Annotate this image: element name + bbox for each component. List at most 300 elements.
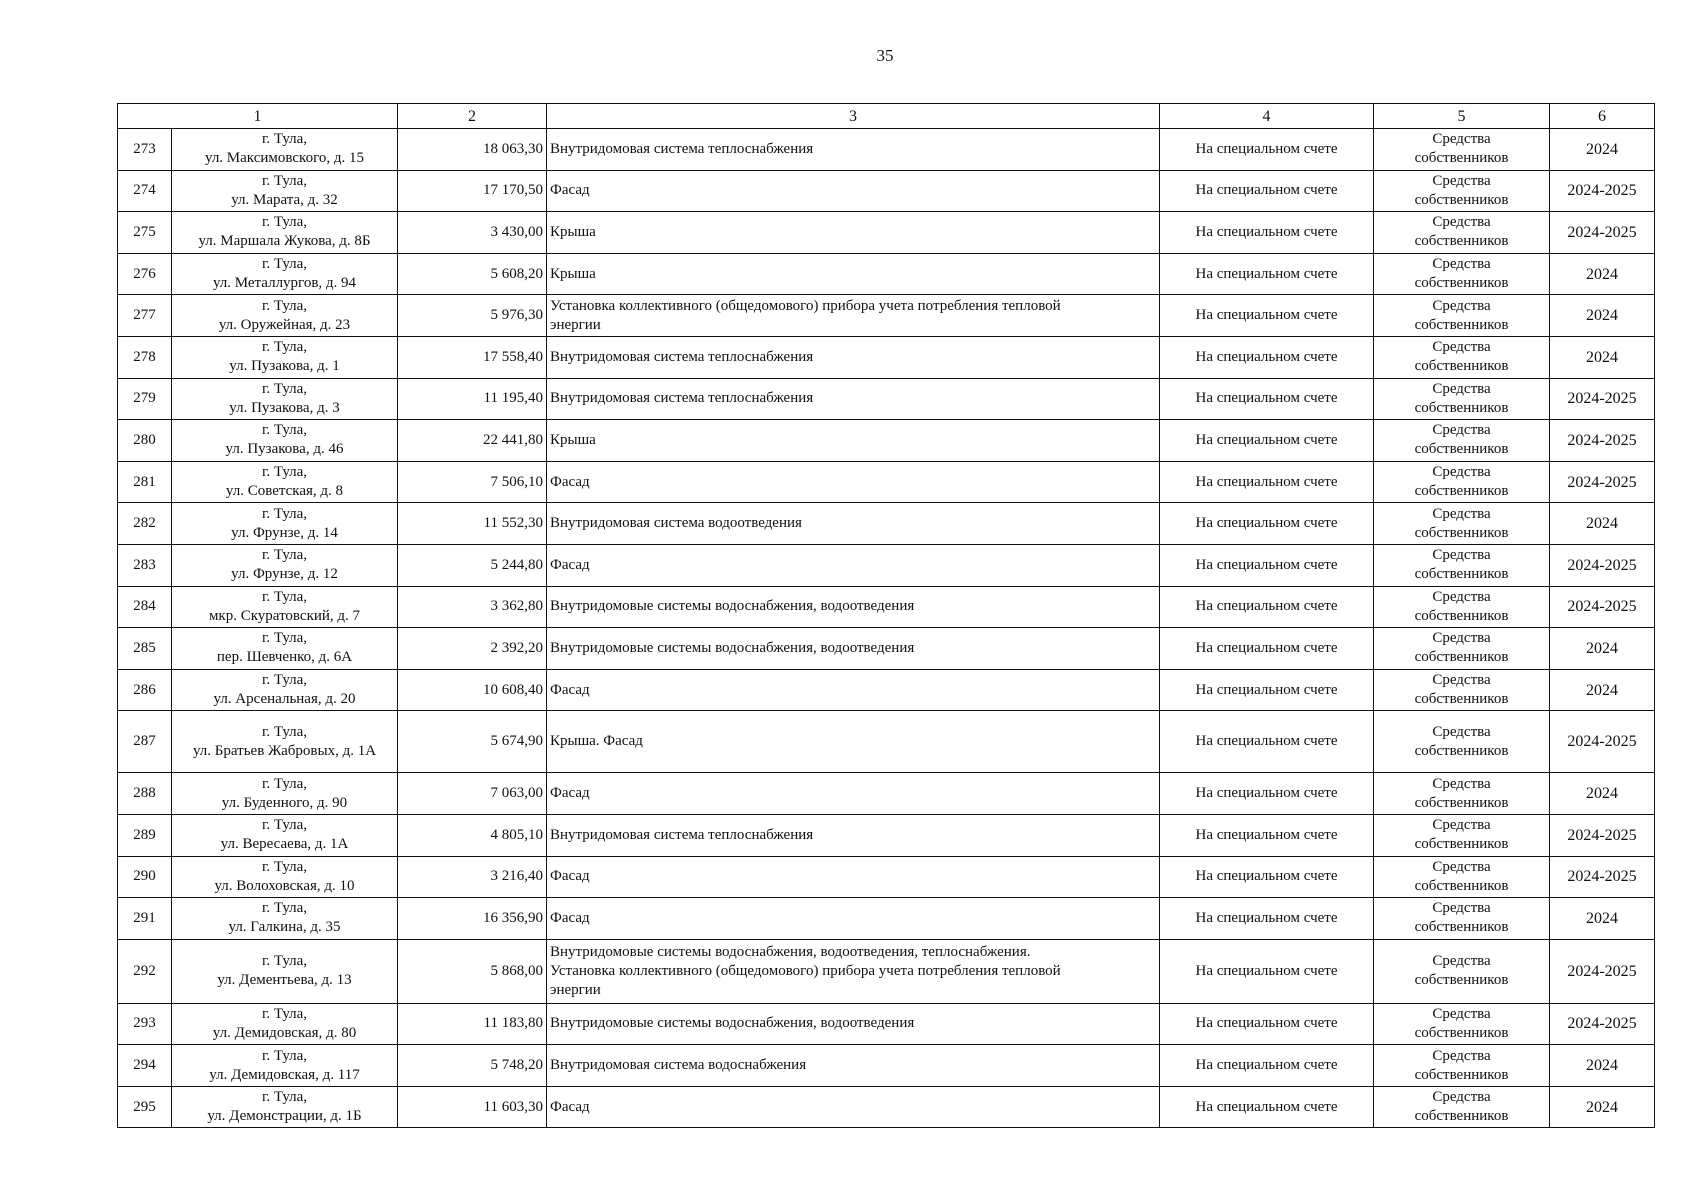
- funding-account-cell: На специальном счете: [1160, 378, 1374, 420]
- period-cell: 2024: [1550, 898, 1655, 940]
- address-city: г. Тула,: [261, 953, 308, 970]
- table-row: [118, 711, 1655, 773]
- address-street: ул. Арсенальная, д. 20: [213, 691, 356, 708]
- work-type-line: энергии: [550, 316, 601, 333]
- funding-account-cell: На специальном счете: [1160, 170, 1374, 212]
- address-street: пер. Шевченко, д. 6А: [216, 649, 353, 666]
- funding-account-cell: На специальном счете: [1160, 295, 1374, 337]
- row-number-cell: 287: [118, 711, 172, 773]
- funding-account-cell: На специальном счете: [1160, 129, 1374, 171]
- work-type-cell: [547, 1086, 1160, 1128]
- funding-account-cell: На специальном счете: [1160, 669, 1374, 711]
- address-city: г. Тула,: [261, 630, 308, 647]
- work-type-cell: [547, 898, 1160, 940]
- cost-cell: 17 170,50: [398, 170, 547, 212]
- table-row: [118, 544, 1655, 586]
- table-row: [118, 856, 1655, 898]
- address-city: г. Тула,: [261, 1089, 308, 1106]
- funding-source-line: Средства: [1432, 505, 1491, 522]
- funding-source-line: Средства: [1432, 588, 1491, 605]
- row-number-cell: 293: [118, 1003, 172, 1045]
- table-row: [118, 503, 1655, 545]
- address-street: ул. Фрунзе, д. 14: [231, 524, 338, 541]
- period-cell: 2024-2025: [1550, 856, 1655, 898]
- cost-cell: 5 244,80: [398, 544, 547, 586]
- cost-cell: 5 608,20: [398, 253, 547, 295]
- funding-source-cell: [1374, 336, 1550, 378]
- address-street: ул. Фрунзе, д. 12: [231, 566, 338, 583]
- work-type-line: Внутридомовая система теплоснабжения: [550, 348, 814, 365]
- work-type-cell: [547, 939, 1160, 1003]
- period-cell: 2024-2025: [1550, 420, 1655, 462]
- period-cell: 2024: [1550, 773, 1655, 815]
- table-body: [118, 129, 1655, 1128]
- column-header: 3: [547, 104, 1160, 129]
- address-cell: [172, 129, 398, 171]
- page-number: 35: [876, 46, 894, 65]
- work-type-line: Фасад: [550, 868, 590, 885]
- cost-cell: 4 805,10: [398, 814, 547, 856]
- address-cell: [172, 336, 398, 378]
- funding-account-cell: На специальном счете: [1160, 773, 1374, 815]
- table-row: [118, 898, 1655, 940]
- funding-source-cell: [1374, 253, 1550, 295]
- period-cell: 2024-2025: [1550, 212, 1655, 254]
- row-number-cell: 279: [118, 378, 172, 420]
- cost-cell: 5 674,90: [398, 711, 547, 773]
- funding-source-line: собственников: [1414, 1108, 1509, 1125]
- address-street: ул. Маршала Жукова, д. 8Б: [198, 233, 371, 250]
- funding-account-cell: На специальном счете: [1160, 1045, 1374, 1087]
- cost-cell: 11 603,30: [398, 1086, 547, 1128]
- row-number-cell: 294: [118, 1045, 172, 1087]
- funding-source-cell: [1374, 939, 1550, 1003]
- cost-cell: 3 430,00: [398, 212, 547, 254]
- column-header: 2: [398, 104, 547, 129]
- address-city: г. Тула,: [261, 214, 308, 231]
- work-type-cell: [547, 378, 1160, 420]
- cost-cell: 16 356,90: [398, 898, 547, 940]
- period-cell: 2024: [1550, 669, 1655, 711]
- work-type-line: Фасад: [550, 182, 590, 199]
- funding-account-cell: На специальном счете: [1160, 628, 1374, 670]
- work-type-cell: [547, 295, 1160, 337]
- funding-account-cell: На специальном счете: [1160, 503, 1374, 545]
- funding-source-line: собственников: [1414, 358, 1509, 375]
- work-type-cell: [547, 461, 1160, 503]
- address-street: ул. Максимовского, д. 15: [204, 150, 364, 167]
- address-street: мкр. Скуратовский, д. 7: [208, 607, 361, 624]
- address-cell: [172, 898, 398, 940]
- address-city: г. Тула,: [261, 900, 308, 917]
- period-cell: 2024-2025: [1550, 939, 1655, 1003]
- funding-source-line: Средства: [1432, 672, 1491, 689]
- table-row: [118, 773, 1655, 815]
- address-city: г. Тула,: [261, 297, 308, 314]
- funding-source-cell: [1374, 628, 1550, 670]
- funding-source-cell: [1374, 378, 1550, 420]
- funding-source-cell: [1374, 212, 1550, 254]
- address-cell: [172, 295, 398, 337]
- funding-account-cell: На специальном счете: [1160, 586, 1374, 628]
- address-city: г. Тула,: [261, 256, 308, 273]
- table-row: [118, 628, 1655, 670]
- period-cell: 2024-2025: [1550, 378, 1655, 420]
- cost-cell: 7 063,00: [398, 773, 547, 815]
- work-type-cell: [547, 856, 1160, 898]
- period-cell: 2024-2025: [1550, 814, 1655, 856]
- address-cell: [172, 461, 398, 503]
- row-number-cell: 275: [118, 212, 172, 254]
- funding-source-line: собственников: [1414, 649, 1509, 666]
- address-cell: [172, 586, 398, 628]
- funding-source-line: Средства: [1432, 422, 1491, 439]
- funding-source-line: собственников: [1414, 691, 1509, 708]
- work-type-line: Фасад: [550, 785, 590, 802]
- address-city: г. Тула,: [261, 723, 308, 740]
- funding-source-line: собственников: [1414, 919, 1509, 936]
- funding-source-cell: [1374, 586, 1550, 628]
- funding-source-line: собственников: [1414, 316, 1509, 333]
- address-cell: [172, 814, 398, 856]
- funding-source-line: собственников: [1414, 877, 1509, 894]
- funding-source-cell: [1374, 1086, 1550, 1128]
- period-cell: 2024: [1550, 1086, 1655, 1128]
- address-city: г. Тула,: [261, 131, 308, 148]
- period-cell: 2024: [1550, 336, 1655, 378]
- address-street: ул. Пузакова, д. 3: [229, 399, 340, 416]
- table-row: [118, 939, 1655, 1003]
- work-type-cell: [547, 628, 1160, 670]
- address-city: г. Тула,: [261, 817, 308, 834]
- period-cell: 2024-2025: [1550, 586, 1655, 628]
- funding-account-cell: На специальном счете: [1160, 1086, 1374, 1128]
- row-number-cell: 288: [118, 773, 172, 815]
- cost-cell: 17 558,40: [398, 336, 547, 378]
- funding-source-line: собственников: [1414, 1066, 1509, 1083]
- funding-source-line: собственников: [1414, 150, 1509, 167]
- table-row: [118, 129, 1655, 171]
- funding-source-cell: [1374, 814, 1550, 856]
- table-row: [118, 1045, 1655, 1087]
- funding-source-line: собственников: [1414, 399, 1509, 416]
- cost-cell: 5 748,20: [398, 1045, 547, 1087]
- address-cell: [172, 170, 398, 212]
- address-cell: [172, 1003, 398, 1045]
- address-street: ул. Братьев Жабровых, д. 1А: [192, 742, 377, 759]
- address-street: ул. Оружейная, д. 23: [218, 316, 351, 333]
- funding-source-line: собственников: [1414, 524, 1509, 541]
- work-type-line: Установка коллективного (общедомового) прибора учета потребления тепловой: [550, 962, 1061, 979]
- work-type-line: Фасад: [550, 556, 590, 573]
- table-row: [118, 295, 1655, 337]
- table-row: [118, 814, 1655, 856]
- cost-cell: 3 216,40: [398, 856, 547, 898]
- funding-account-cell: На специальном счете: [1160, 898, 1374, 940]
- address-street: ул. Марата, д. 32: [231, 191, 338, 208]
- row-number-cell: 295: [118, 1086, 172, 1128]
- address-city: г. Тула,: [261, 1005, 308, 1022]
- address-cell: [172, 1045, 398, 1087]
- period-cell: 2024: [1550, 503, 1655, 545]
- address-city: г. Тула,: [261, 775, 308, 792]
- row-number-cell: 292: [118, 939, 172, 1003]
- cost-cell: 11 195,40: [398, 378, 547, 420]
- table-row: [118, 586, 1655, 628]
- funding-account-cell: На специальном счете: [1160, 544, 1374, 586]
- table-row: [118, 420, 1655, 462]
- work-type-cell: [547, 129, 1160, 171]
- funding-source-cell: [1374, 295, 1550, 337]
- row-number-cell: 273: [118, 129, 172, 171]
- funding-source-line: собственников: [1414, 275, 1509, 292]
- work-type-line: Внутридомовая система теплоснабжения: [550, 390, 814, 407]
- cost-cell: 11 552,30: [398, 503, 547, 545]
- work-type-cell: [547, 586, 1160, 628]
- cost-cell: 7 506,10: [398, 461, 547, 503]
- table-row: [118, 378, 1655, 420]
- funding-source-line: Средства: [1432, 256, 1491, 273]
- row-number-cell: 284: [118, 586, 172, 628]
- row-number-cell: 276: [118, 253, 172, 295]
- address-city: г. Тула,: [261, 588, 308, 605]
- work-type-line: Внутридомовая система водоснабжения: [550, 1057, 807, 1074]
- funding-source-line: Средства: [1432, 630, 1491, 647]
- row-number-cell: 286: [118, 669, 172, 711]
- address-city: г. Тула,: [261, 422, 308, 439]
- work-type-cell: [547, 212, 1160, 254]
- funding-source-line: собственников: [1414, 794, 1509, 811]
- header-row: [118, 104, 1655, 129]
- funding-source-cell: [1374, 669, 1550, 711]
- work-type-cell: [547, 544, 1160, 586]
- funding-source-cell: [1374, 503, 1550, 545]
- funding-account-cell: На специальном счете: [1160, 420, 1374, 462]
- funding-source-cell: [1374, 420, 1550, 462]
- address-city: г. Тула,: [261, 172, 308, 189]
- row-number-cell: 274: [118, 170, 172, 212]
- address-cell: [172, 212, 398, 254]
- address-street: ул. Пузакова, д. 1: [229, 358, 340, 375]
- work-type-line: Внутридомовая система теплоснабжения: [550, 140, 814, 157]
- work-type-cell: [547, 336, 1160, 378]
- address-city: г. Тула,: [261, 1047, 308, 1064]
- period-cell: 2024: [1550, 1045, 1655, 1087]
- address-cell: [172, 711, 398, 773]
- work-type-cell: [547, 420, 1160, 462]
- row-number-cell: 277: [118, 295, 172, 337]
- funding-account-cell: На специальном счете: [1160, 711, 1374, 773]
- work-type-line: Фасад: [550, 473, 590, 490]
- funding-account-cell: На специальном счете: [1160, 253, 1374, 295]
- address-city: г. Тула,: [261, 505, 308, 522]
- work-type-line: Установка коллективного (общедомового) прибора учета потребления тепловой: [550, 297, 1061, 314]
- table-row: [118, 669, 1655, 711]
- work-type-line: Внутридомовая система теплоснабжения: [550, 826, 814, 843]
- funding-source-line: Средства: [1432, 817, 1491, 834]
- row-number-cell: 282: [118, 503, 172, 545]
- period-cell: 2024: [1550, 253, 1655, 295]
- funding-source-line: Средства: [1432, 1005, 1491, 1022]
- address-city: г. Тула,: [261, 339, 308, 356]
- funding-account-cell: На специальном счете: [1160, 814, 1374, 856]
- funding-source-line: собственников: [1414, 742, 1509, 759]
- funding-source-line: Средства: [1432, 1047, 1491, 1064]
- funding-source-cell: [1374, 773, 1550, 815]
- address-city: г. Тула,: [261, 858, 308, 875]
- funding-account-cell: На специальном счете: [1160, 856, 1374, 898]
- work-type-line: Внутридомовая система водоотведения: [550, 515, 802, 532]
- work-type-line: Крыша. Фасад: [550, 733, 643, 750]
- work-type-line: Фасад: [550, 909, 590, 926]
- funding-account-cell: На специальном счете: [1160, 461, 1374, 503]
- row-number-cell: 289: [118, 814, 172, 856]
- funding-source-cell: [1374, 856, 1550, 898]
- funding-source-line: Средства: [1432, 297, 1491, 314]
- funding-account-cell: На специальном счете: [1160, 1003, 1374, 1045]
- work-type-line: Внутридомовые системы водоснабжения, водоотведения: [550, 1015, 915, 1032]
- funding-source-cell: [1374, 544, 1550, 586]
- work-type-line: Крыша: [550, 265, 596, 282]
- funding-source-line: собственников: [1414, 607, 1509, 624]
- address-cell: [172, 544, 398, 586]
- funding-source-line: Средства: [1432, 858, 1491, 875]
- funding-source-cell: [1374, 1045, 1550, 1087]
- cost-cell: 5 868,00: [398, 939, 547, 1003]
- work-type-cell: [547, 814, 1160, 856]
- work-type-cell: [547, 170, 1160, 212]
- funding-source-line: Средства: [1432, 339, 1491, 356]
- work-type-cell: [547, 669, 1160, 711]
- address-street: ул. Волоховская, д. 10: [214, 877, 355, 894]
- cost-cell: 5 976,30: [398, 295, 547, 337]
- funding-account-cell: На специальном счете: [1160, 212, 1374, 254]
- work-type-cell: [547, 503, 1160, 545]
- funding-source-cell: [1374, 711, 1550, 773]
- funding-source-cell: [1374, 898, 1550, 940]
- work-type-line: Фасад: [550, 1098, 590, 1115]
- cost-cell: 11 183,80: [398, 1003, 547, 1045]
- table-row: [118, 1003, 1655, 1045]
- period-cell: 2024-2025: [1550, 170, 1655, 212]
- cost-cell: 22 441,80: [398, 420, 547, 462]
- funding-source-line: собственников: [1414, 441, 1509, 458]
- funding-source-line: собственников: [1414, 566, 1509, 583]
- table-row: [118, 1086, 1655, 1128]
- work-type-cell: [547, 1045, 1160, 1087]
- funding-source-line: Средства: [1432, 1089, 1491, 1106]
- funding-source-line: Средства: [1432, 775, 1491, 792]
- address-street: ул. Металлургов, д. 94: [212, 275, 357, 292]
- table-row: [118, 336, 1655, 378]
- funding-source-line: собственников: [1414, 836, 1509, 853]
- column-header: 1: [118, 104, 398, 129]
- address-street: ул. Демидовская, д. 80: [212, 1024, 357, 1041]
- cost-cell: 3 362,80: [398, 586, 547, 628]
- work-type-line: Фасад: [550, 681, 590, 698]
- funding-source-cell: [1374, 1003, 1550, 1045]
- address-street: ул. Советская, д. 8: [225, 483, 344, 500]
- funding-account-cell: На специальном счете: [1160, 939, 1374, 1003]
- address-cell: [172, 1086, 398, 1128]
- column-header: 4: [1160, 104, 1374, 129]
- period-cell: 2024-2025: [1550, 544, 1655, 586]
- row-number-cell: 281: [118, 461, 172, 503]
- work-type-line: Крыша: [550, 431, 596, 448]
- address-city: г. Тула,: [261, 547, 308, 564]
- address-street: ул. Демонстрации, д. 1Б: [207, 1108, 362, 1125]
- funding-source-line: Средства: [1432, 464, 1491, 481]
- cost-cell: 18 063,30: [398, 129, 547, 171]
- address-cell: [172, 773, 398, 815]
- period-cell: 2024-2025: [1550, 711, 1655, 773]
- address-cell: [172, 420, 398, 462]
- address-cell: [172, 503, 398, 545]
- period-cell: 2024: [1550, 295, 1655, 337]
- funding-source-line: Средства: [1432, 172, 1491, 189]
- address-cell: [172, 253, 398, 295]
- address-street: ул. Дементьева, д. 13: [217, 972, 352, 989]
- repair-schedule-table: [117, 103, 1655, 1128]
- address-cell: [172, 669, 398, 711]
- funding-account-cell: На специальном счете: [1160, 336, 1374, 378]
- address-city: г. Тула,: [261, 672, 308, 689]
- address-street: ул. Галкина, д. 35: [228, 919, 341, 936]
- funding-source-cell: [1374, 129, 1550, 171]
- work-type-line: Внутридомовые системы водоснабжения, водоотведения: [550, 639, 915, 656]
- table-row: [118, 212, 1655, 254]
- funding-source-line: собственников: [1414, 1024, 1509, 1041]
- work-type-cell: [547, 773, 1160, 815]
- row-number-cell: 283: [118, 544, 172, 586]
- address-cell: [172, 628, 398, 670]
- row-number-cell: 278: [118, 336, 172, 378]
- table-row: [118, 253, 1655, 295]
- cost-cell: 10 608,40: [398, 669, 547, 711]
- table-row: [118, 170, 1655, 212]
- funding-source-line: Средства: [1432, 723, 1491, 740]
- address-cell: [172, 378, 398, 420]
- address-street: ул. Вересаева, д. 1А: [220, 836, 349, 853]
- address-cell: [172, 856, 398, 898]
- work-type-cell: [547, 1003, 1160, 1045]
- work-type-line: Крыша: [550, 223, 596, 240]
- work-type-line: Внутридомовые системы водоснабжения, водоотведения, теплоснабжения.: [550, 943, 1031, 960]
- address-street: ул. Пузакова, д. 46: [225, 441, 344, 458]
- work-type-cell: [547, 711, 1160, 773]
- work-type-line: энергии: [550, 981, 601, 998]
- period-cell: 2024-2025: [1550, 1003, 1655, 1045]
- address-city: г. Тула,: [261, 464, 308, 481]
- address-city: г. Тула,: [261, 380, 308, 397]
- row-number-cell: 290: [118, 856, 172, 898]
- row-number-cell: 291: [118, 898, 172, 940]
- row-number-cell: 280: [118, 420, 172, 462]
- row-number-cell: 285: [118, 628, 172, 670]
- table-row: [118, 461, 1655, 503]
- period-cell: 2024: [1550, 628, 1655, 670]
- funding-source-line: собственников: [1414, 972, 1509, 989]
- address-street: ул. Демидовская, д. 117: [209, 1066, 360, 1083]
- work-type-line: Внутридомовые системы водоснабжения, водоотведения: [550, 598, 915, 615]
- funding-source-line: Средства: [1432, 547, 1491, 564]
- funding-source-line: собственников: [1414, 191, 1509, 208]
- funding-source-cell: [1374, 170, 1550, 212]
- address-street: ул. Буденного, д. 90: [221, 794, 348, 811]
- funding-source-line: Средства: [1432, 900, 1491, 917]
- funding-source-line: Средства: [1432, 214, 1491, 231]
- period-cell: 2024-2025: [1550, 461, 1655, 503]
